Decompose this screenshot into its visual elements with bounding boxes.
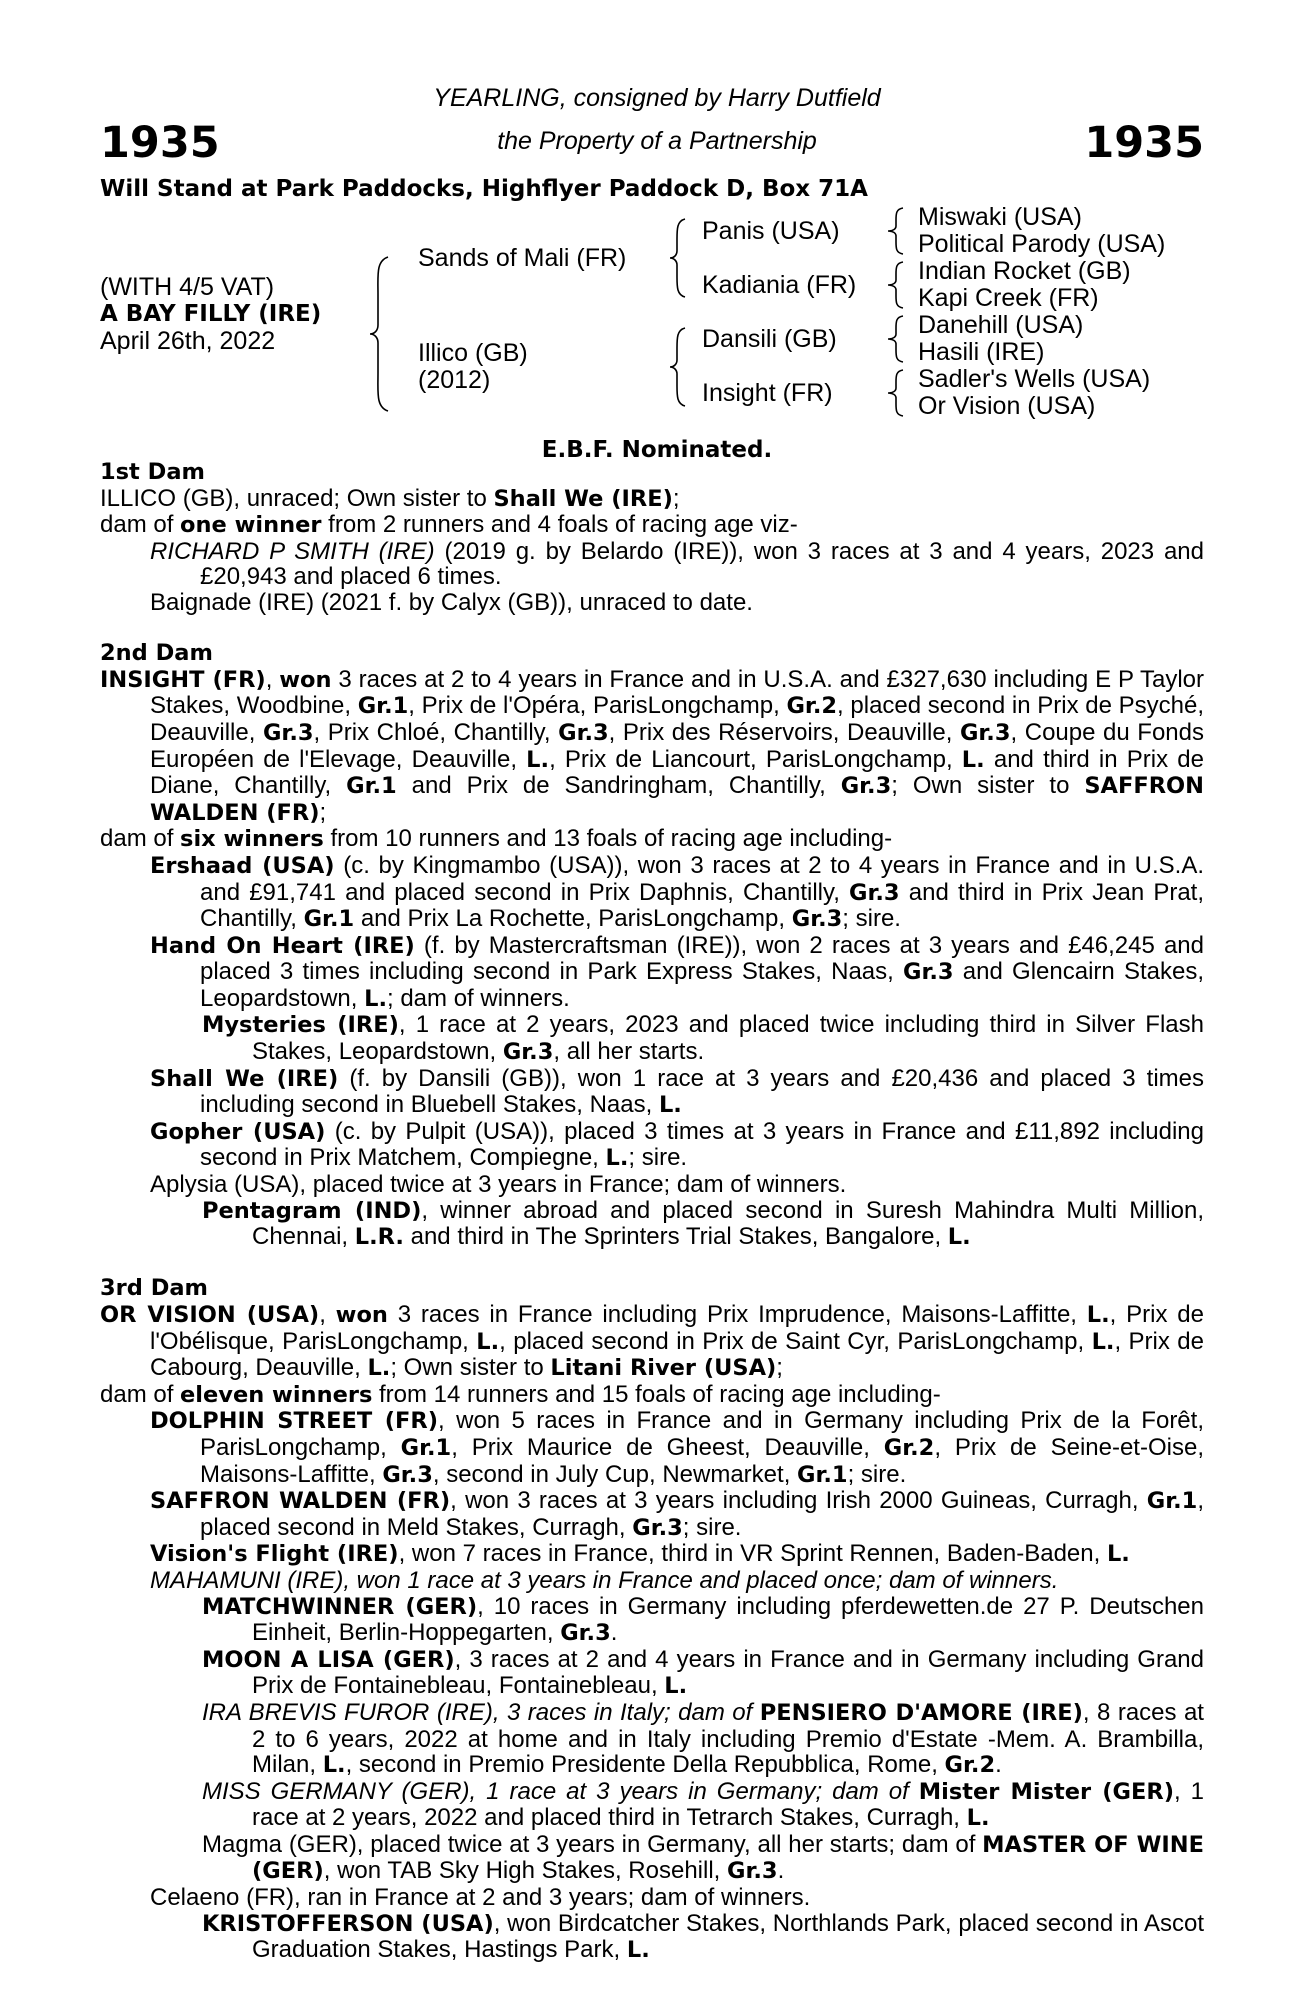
emphasis-text: Mysteries (IRE) (202, 1012, 399, 1039)
emphasis-text: SAFFRON WALDEN (FR) (150, 773, 1204, 826)
g3-ancestor: Or Vision (USA) (918, 392, 1096, 420)
record-text: and Glencairn Stakes, Leopardstown, (200, 958, 1204, 1012)
record-entry (100, 1198, 1204, 1251)
record-text: (2019 g. by Belardo (IRE)), won 3 races at 3 and 4 years, 2023 and £20,943 and placed 6 times. (200, 537, 1205, 591)
record-text: Baignade (IRE) (2021 f. by Calyx (GB)), unraced to date. (150, 588, 753, 616)
emphasis-text: Gr.1 (1146, 1488, 1198, 1515)
section-heading: 1st Dam (100, 459, 205, 485)
g3-ancestor: Indian Rocket (GB) (918, 257, 1131, 285)
record-entry (100, 1488, 1204, 1541)
emphasis-text: Gr.3 (849, 879, 900, 906)
emphasis-text: L. (367, 1355, 391, 1382)
emphasis-text: Mister Mister (GER) (918, 1778, 1174, 1805)
pedigree-brace-main (368, 255, 396, 413)
emphasis-text: Hand On Heart (IRE) (150, 932, 415, 959)
emphasis-text: L. (966, 1805, 990, 1832)
emphasis-text: OR VISION (USA) (100, 1302, 320, 1328)
emphasis-text: Gr.3 (558, 719, 609, 746)
dam-dam: Insight (FR) (702, 379, 833, 407)
record-entry (100, 1779, 1204, 1832)
emphasis-text: Gr.3 (727, 1858, 778, 1885)
record-text: , won Birdcatcher Stakes, Northlands Park, placed second in Ascot Graduation Stakes, Hastings Park, (252, 1909, 1204, 1964)
sire-dam: Kadiania (FR) (702, 271, 857, 299)
record-text: and third in Prix de Diane, Chantilly, (150, 745, 1204, 800)
emphasis-text: one winner (180, 512, 322, 539)
emphasis-text: Shall We (IRE) (493, 485, 673, 512)
record-text: , won TAB Sky High Stakes, Rosehill, (323, 1857, 728, 1885)
record-text: , 1 race at 2 years, 2022 and placed third in Tetrarch Stakes, Curragh, (252, 1777, 1204, 1832)
record-entry (100, 1172, 1204, 1198)
record-text: dam of (100, 825, 181, 853)
record-text: , Prix de l'Opéra, ParisLongchamp, (408, 692, 787, 720)
emphasis-text: L. (626, 1937, 650, 1964)
emphasis-text: L. (322, 1752, 346, 1779)
emphasis-text: Gr.3 (903, 959, 954, 986)
record-text: Magma (GER), placed twice at 3 years in Germany, all her starts; dam of (202, 1830, 983, 1858)
record-entry (100, 1119, 1204, 1172)
emphasis-text: Gr.3 (959, 719, 1011, 746)
record-text: , placed second in Prix de Psyché, Deauville, (150, 692, 1204, 746)
g3-ancestor: Hasili (IRE) (918, 338, 1045, 366)
record-entry (100, 1382, 1204, 1409)
record-text: ; (319, 798, 327, 826)
record-text: , (319, 1301, 336, 1328)
record-text: 3 races at 2 to 4 years in France and in U.S.A. and £327,630 including E P Taylor Stakes, Woodbine, (150, 665, 1204, 720)
emphasis-text: L. (961, 746, 985, 773)
record-entry (100, 1700, 1204, 1779)
emphasis-text: L. (476, 1328, 500, 1355)
record-entry (100, 853, 1204, 933)
record-text: , second in July Cup, Newmarket, (432, 1460, 798, 1488)
emphasis-text: DOLPHIN STREET (FR) (150, 1408, 439, 1435)
record-text: , placed second in Meld Stakes, Curragh, (200, 1487, 1204, 1541)
record-text: (f. by Dansili (GB)), won 1 race at 3 years and £20,436 and placed 3 times including second in Bluebell Stakes, Naas, (200, 1064, 1204, 1119)
emphasis-text: L. (526, 746, 550, 773)
pedigree-brace-dam (668, 326, 690, 408)
record-text: ; (672, 484, 680, 512)
record-entry (100, 1408, 1204, 1488)
emphasis-text: Gr.2 (883, 1434, 935, 1461)
record-entry (100, 1541, 1204, 1568)
record-text: and third in Prix Jean Prat, Chantilly, (200, 878, 1205, 933)
emphasis-text: Gr.1 (400, 1434, 452, 1461)
emphasis-text: Gr.1 (797, 1461, 848, 1488)
dam-name: Illico (GB) (418, 339, 528, 367)
emphasis-text: PENSIERO D'AMORE (IRE) (759, 1699, 1083, 1726)
record-text: (c. by Pulpit (USA)), placed 3 times at 3 years in France and £11,892 including second in Prix Matchem, Compiegne, (200, 1117, 1205, 1172)
emphasis-text: Gr.2 (944, 1752, 996, 1779)
sire-sire: Panis (USA) (702, 217, 840, 245)
record-text: and Prix de Sandringham, Chantilly, (396, 772, 841, 800)
record-text: dam of (100, 511, 181, 539)
emphasis-text: Vision's Flight (IRE) (150, 1541, 399, 1568)
dam-section (100, 1276, 1204, 1963)
emphasis-text: Shall We (IRE) (150, 1065, 339, 1092)
record-text: , Prix de Seine-et-Oise, Maisons-Laffitte, (200, 1433, 1204, 1488)
section-heading: 2nd Dam (100, 640, 213, 667)
record-text: . (995, 1751, 1002, 1779)
emphasis-text: L. (1086, 1302, 1110, 1328)
horse-name: A BAY FILLY (IRE) (100, 301, 322, 327)
emphasis-text: Gr.1 (303, 906, 355, 933)
section-heading: 3rd Dam (100, 1275, 208, 1302)
produce-record (100, 460, 1204, 1964)
record-text: ; (776, 1354, 783, 1382)
dam-section (100, 460, 1204, 616)
record-entry (100, 1568, 1204, 1594)
record-text: , winner abroad and placed second in Suresh Mahindra Multi Million, Chennai, (252, 1196, 1204, 1251)
record-text: , Prix Chloé, Chantilly, (313, 718, 559, 746)
emphasis-text: Gr.1 (357, 693, 409, 720)
emphasis-text: Gr.3 (840, 773, 892, 800)
emphasis-text: Gr.3 (382, 1461, 433, 1488)
g3-ancestor: Miswaki (USA) (918, 203, 1082, 231)
record-text: RICHARD P SMITH (IRE) (150, 537, 435, 565)
record-entry (100, 1647, 1204, 1700)
record-entry (100, 933, 1204, 1013)
emphasis-text: L. (364, 985, 387, 1012)
emphasis-text: Gr.3 (560, 1620, 611, 1647)
emphasis-text: won (335, 1302, 388, 1328)
emphasis-text: SAFFRON WALDEN (FR) (150, 1488, 451, 1515)
record-text: ; sire. (847, 1460, 907, 1488)
dam-section (100, 641, 1204, 1251)
record-entry (100, 1594, 1204, 1647)
record-text: (c. by Kingmambo (USA)), won 3 races at 2 to 4 years in France and in U.S.A. and £91,741 and placed second in Prix Daphnis, Chantilly, (200, 851, 1205, 906)
stand-location: Will Stand at Park Paddocks, Highflyer Paddock D, Box 71A (100, 176, 868, 202)
emphasis-text: six winners (180, 826, 324, 853)
record-text: , second in Premio Presidente Della Repubblica, Rome, (345, 1751, 945, 1779)
record-text: dam of (100, 1380, 181, 1408)
record-entry (100, 1012, 1204, 1065)
emphasis-text: Gr.3 (791, 906, 843, 933)
emphasis-text: MATCHWINNER (GER) (202, 1593, 478, 1620)
record-text: ; sire. (842, 905, 901, 933)
record-text: ILLICO (GB), unraced; Own sister to (100, 484, 494, 512)
record-text: , (265, 665, 280, 693)
record-text: , Coupe du Fonds Européen de l'Elevage, Deauville, (150, 718, 1205, 773)
emphasis-text: Gr.1 (346, 773, 397, 800)
emphasis-text: MOON A LISA (GER) (202, 1646, 455, 1673)
record-entry (100, 512, 1204, 539)
emphasis-text: L. (664, 1673, 688, 1700)
emphasis-text: L. (947, 1224, 971, 1251)
record-text: ; sire. (628, 1144, 688, 1172)
record-text: , Prix Maurice de Gheest, Deauville, (451, 1433, 884, 1461)
record-text: 3 races in France including Prix Imprudence, Maisons-Laffitte, (387, 1301, 1087, 1328)
emphasis-text: L. (658, 1092, 682, 1119)
record-text: and third in The Sprinters Trial Stakes, Bangalore, (403, 1223, 948, 1251)
emphasis-text: eleven winners (180, 1381, 373, 1408)
emphasis-text: Pentagram (IND) (202, 1197, 422, 1224)
record-text: , 3 races at 2 and 4 years in France and in Germany including Grand Prix de Fontainebleau, Fontainebleau, (252, 1645, 1204, 1700)
emphasis-text: L. (1106, 1541, 1130, 1568)
dam-year: (2012) (418, 366, 491, 394)
record-text: , placed second in Prix de Saint Cyr, ParisLongchamp, (499, 1327, 1092, 1355)
g3-ancestor: Danehill (USA) (918, 311, 1084, 339)
emphasis-text: Gr.3 (262, 719, 314, 746)
lot-number-right: 1935 (1084, 118, 1204, 168)
record-text: . (777, 1857, 785, 1885)
g3-ancestor: Sadler's Wells (USA) (918, 365, 1151, 393)
record-text: (f. by Mastercraftsman (IRE)), won 2 races at 3 years and £46,245 and placed 3 times including second in Park Express Stakes, Naas, (200, 931, 1204, 986)
sire-name: Sands of Mali (FR) (418, 244, 627, 272)
record-text: MISS GERMANY (GER), 1 race at 3 years in Germany; dam of (202, 1777, 919, 1805)
record-entry (100, 539, 1204, 590)
emphasis-text: Litani River (USA) (550, 1355, 777, 1382)
record-text: ; dam of winners. (387, 984, 570, 1012)
record-entry (100, 1885, 1204, 1911)
emphasis-text: MASTER OF WINE (GER) (252, 1831, 1204, 1885)
record-text: , Prix de l'Obélisque, ParisLongchamp, (150, 1301, 1204, 1355)
record-entry (100, 590, 1204, 616)
record-text: . (610, 1619, 618, 1647)
record-entry (100, 1302, 1204, 1382)
emphasis-text: Gr.3 (502, 1039, 554, 1066)
record-entry (100, 1066, 1204, 1119)
pedigree-brace-g3-4 (886, 368, 908, 418)
lot-number-left: 1935 (100, 118, 220, 168)
record-entry (100, 486, 1204, 513)
emphasis-text: L. (605, 1145, 629, 1172)
record-text: and Prix La Rochette, ParisLongchamp, (354, 905, 792, 933)
record-entry (100, 667, 1204, 827)
record-text: , Prix de Cabourg, Deauville, (150, 1327, 1204, 1382)
record-text: from 2 runners and 4 foals of racing age viz- (321, 511, 798, 539)
record-text: from 10 runners and 13 foals of racing age including- (323, 825, 893, 853)
vat-note: (WITH 4/5 VAT) (100, 273, 275, 301)
record-text: , won 7 races in France, third in VR Sprint Rennen, Baden-Baden, (398, 1540, 1107, 1568)
g3-ancestor: Kapi Creek (FR) (918, 284, 1099, 312)
foaling-date: April 26th, 2022 (100, 327, 276, 355)
emphasis-text: Gopher (USA) (150, 1118, 326, 1145)
g3-ancestor: Political Parody (USA) (918, 230, 1166, 258)
record-entry (100, 826, 1204, 853)
record-text: from 14 runners and 15 foals of racing age including- (372, 1380, 941, 1408)
emphasis-text: KRISTOFFERSON (USA) (202, 1910, 494, 1937)
emphasis-text: won (279, 666, 332, 693)
record-entry (100, 1832, 1204, 1885)
record-text: MAHAMUNI (IRE), won 1 race at 3 years in France and placed once; dam of winners. (150, 1566, 1059, 1594)
emphasis-text: Ershaad (USA) (150, 852, 335, 879)
record-text: , 10 races in Germany including pferdewetten.de 27 P. Deutschen Einheit, Berlin-Hoppegarten, (252, 1592, 1204, 1647)
pedigree-brace-g3-3 (886, 314, 908, 364)
record-text: ; Own sister to (891, 772, 1085, 800)
record-text: , Prix des Réservoirs, Deauville, (608, 718, 960, 746)
record-text: , won 5 races in France and in Germany including Prix de la Forêt, ParisLongchamp, (200, 1407, 1204, 1461)
emphasis-text: L. (1091, 1328, 1115, 1355)
record-text: Aplysia (USA), placed twice at 3 years in France; dam of winners. (150, 1171, 847, 1199)
record-entry (100, 1911, 1204, 1964)
record-text: ; sire. (682, 1513, 742, 1541)
record-text: IRA BREVIS FUROR (IRE), 3 races in Italy; dam of (202, 1698, 760, 1726)
ebf-nomination: E.B.F. Nominated. (541, 437, 773, 463)
record-text: , 8 races at 2 to 6 years, 2022 at home and in Italy including Premio d'Estate -Mem. A. Brambilla, Milan, (252, 1698, 1204, 1779)
emphasis-text: Gr.3 (632, 1514, 683, 1541)
record-text: , Prix de Liancourt, ParisLongchamp, (549, 745, 962, 773)
emphasis-text: Gr.2 (786, 693, 838, 720)
pedigree-brace-sire (668, 217, 690, 299)
record-text: , won 3 races at 3 years including Irish 2000 Guineas, Curragh, (450, 1487, 1147, 1515)
dam-sire: Dansili (GB) (702, 325, 837, 353)
record-text: , all her starts. (553, 1038, 705, 1066)
pedigree-brace-g3-1 (886, 206, 908, 256)
consignment-line: YEARLING, consigned by Harry Dutfield (433, 84, 881, 112)
emphasis-text: INSIGHT (FR) (100, 666, 266, 693)
pedigree-brace-g3-2 (886, 260, 908, 310)
property-line: the Property of a Partnership (497, 127, 817, 155)
record-text: ; Own sister to (390, 1354, 551, 1382)
emphasis-text: L.R. (354, 1224, 404, 1251)
record-text: , 1 race at 2 years, 2023 and placed twice including third in Silver Flash Stakes, Leopardstown, (252, 1011, 1204, 1066)
record-text: Celaeno (FR), ran in France at 2 and 3 years; dam of winners. (150, 1884, 811, 1912)
